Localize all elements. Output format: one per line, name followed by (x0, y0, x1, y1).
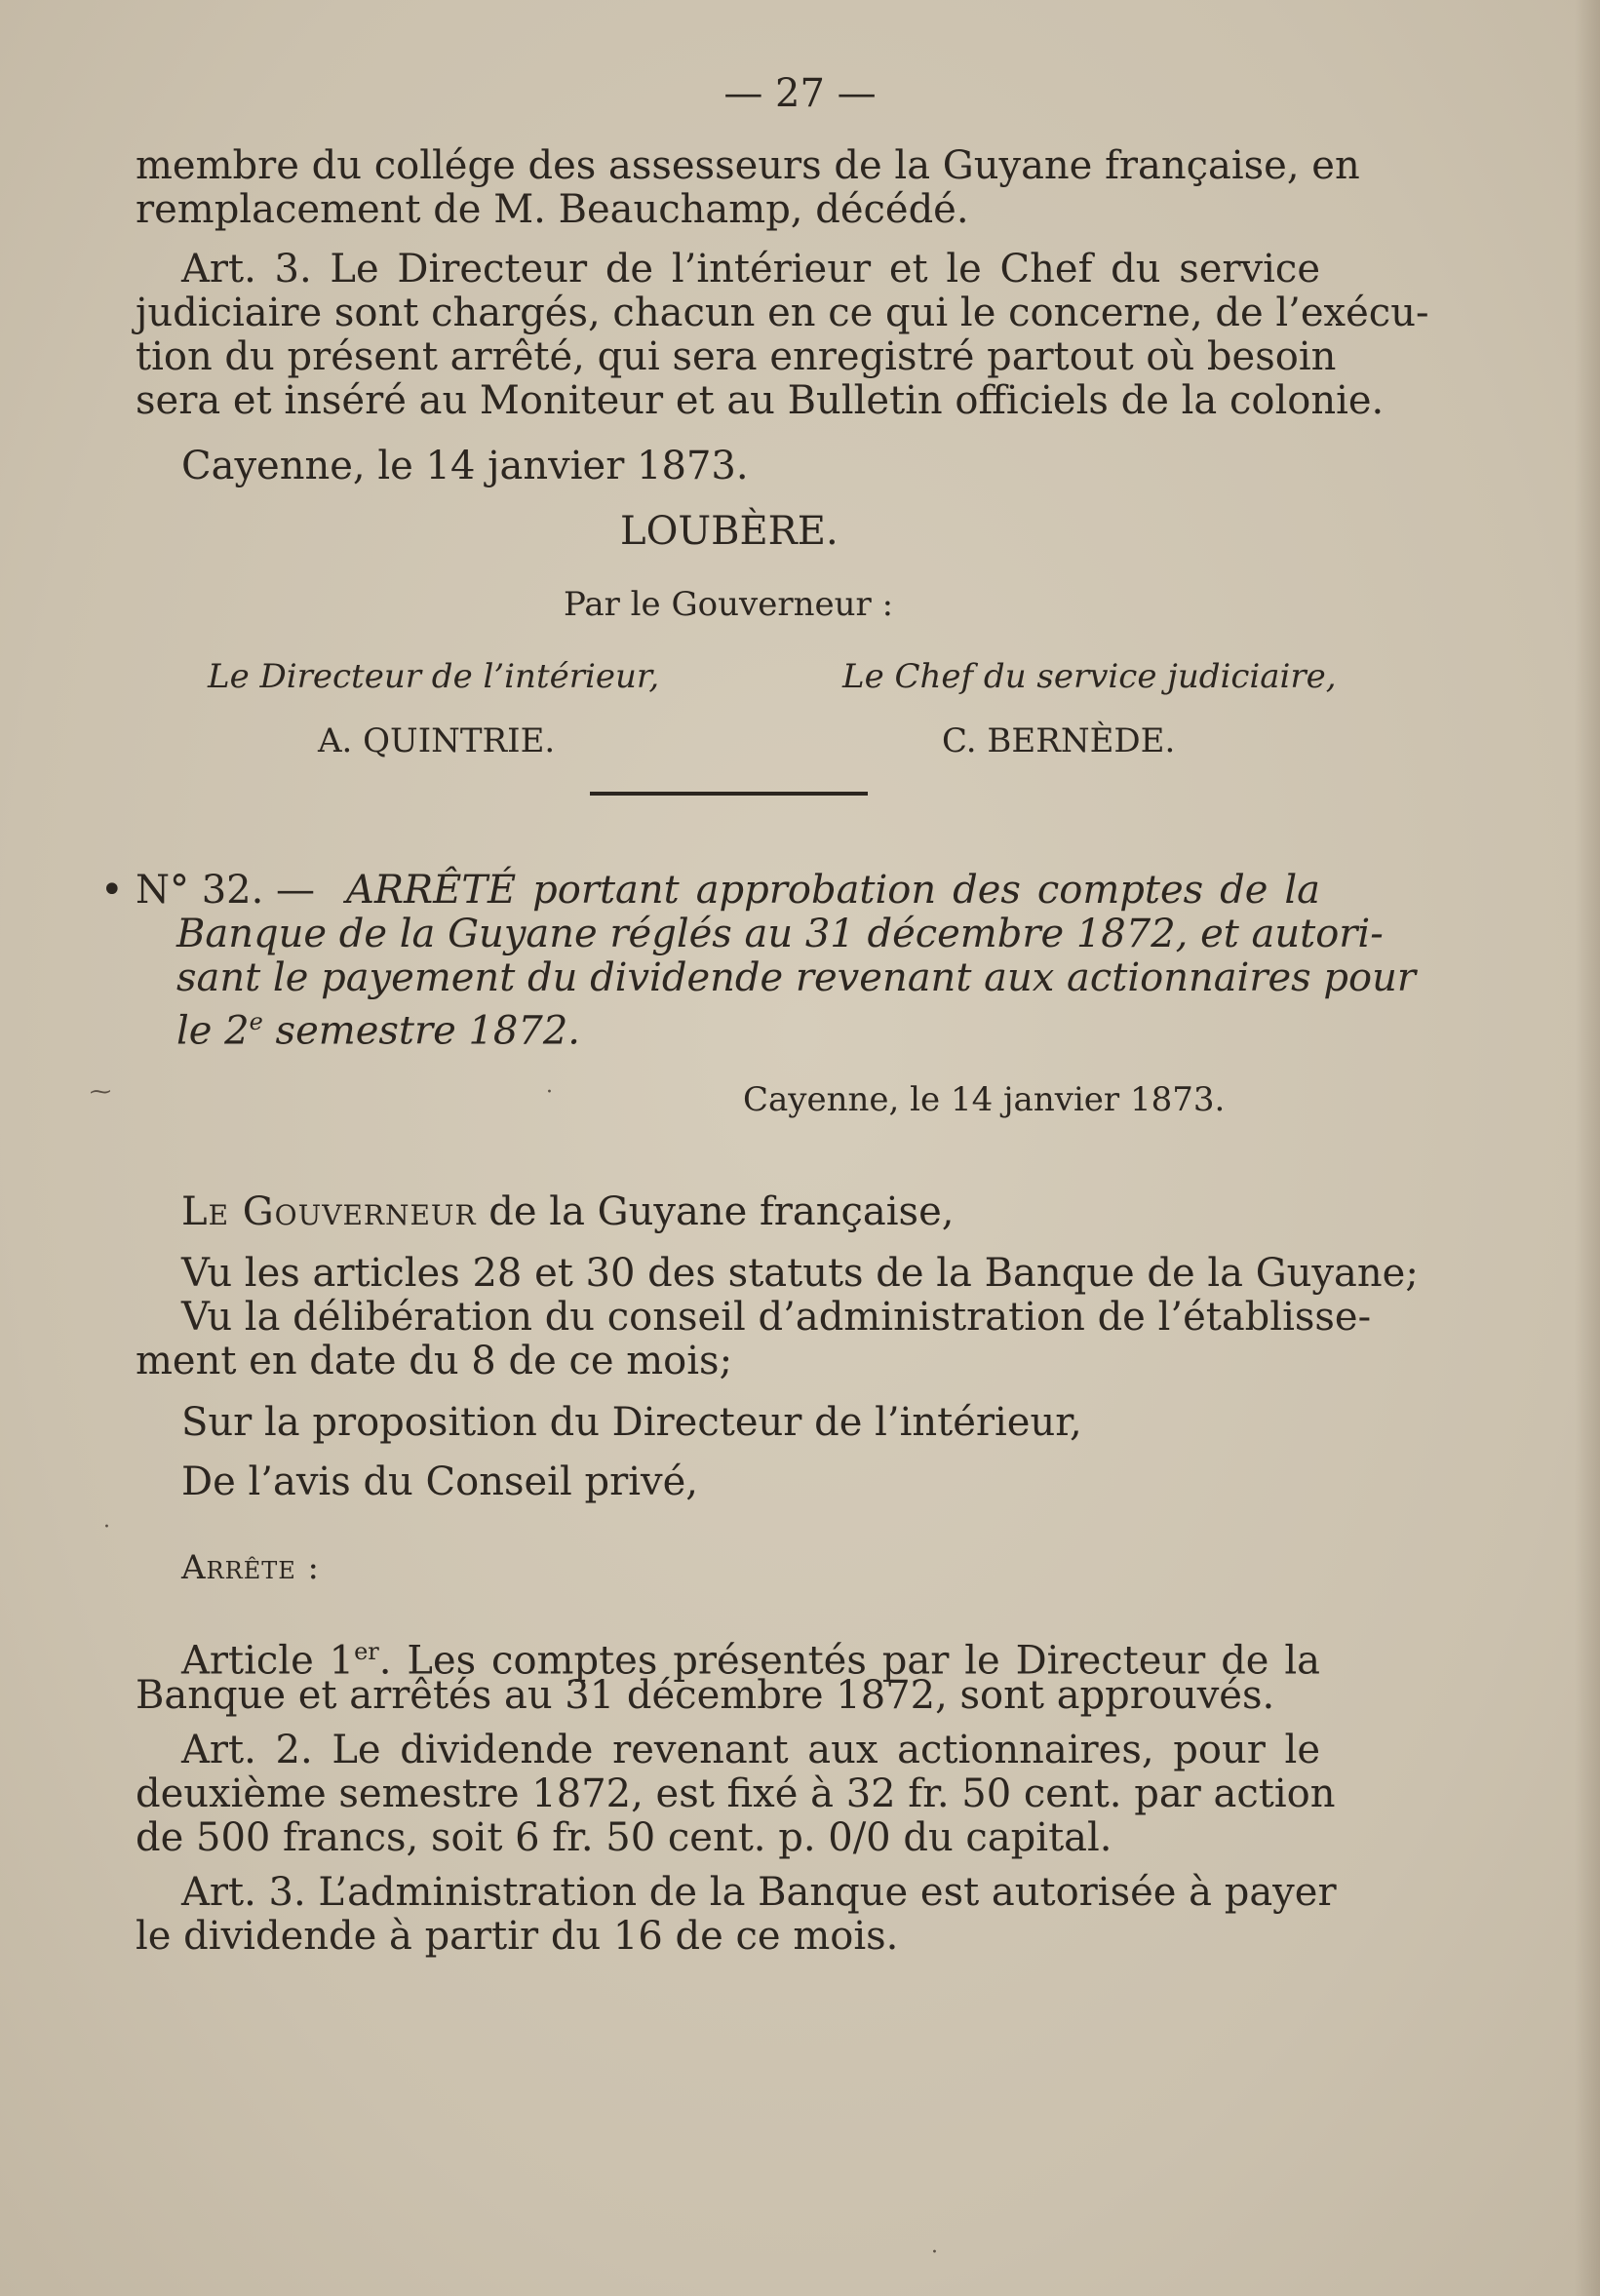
decree-title-line: Banque de la Guyane réglés au 31 décembre 1872, et autori- (176, 912, 1384, 956)
signatory-left-title: Le Directeur de l’intérieur, (208, 657, 660, 696)
article-line: Art. 2. Le dividende revenant aux actionnaires, pour le (181, 1728, 1320, 1772)
section-divider (590, 792, 868, 796)
paper-speck: · (103, 1515, 110, 1539)
text-line: judiciaire sont chargés, chacun en ce qui le concerne, de l’exécu- (136, 291, 1429, 335)
decree-title-line: ARRÊTÉ portant approbation des comptes de la (346, 868, 1320, 913)
article-line: de 500 francs, soit 6 fr. 50 cent. p. 0/0 du capital. (136, 1815, 1112, 1860)
article-line: Art. 3. L’administration de la Banque est autorisée à payer (181, 1870, 1337, 1915)
vu-line: Vu les articles 28 et 30 des statuts de la Banque de la Guyane; (181, 1251, 1419, 1296)
article-line: le dividende à partir du 16 de ce mois. (136, 1914, 899, 1959)
decree-number: N° 32. — (136, 868, 316, 913)
decree-title-line: sant le payement du dividende revenant aux actionnaires pour (176, 955, 1416, 1000)
page-number: — 27 — (723, 71, 877, 116)
article-line: Banque et arrêtés au 31 décembre 1872, sont approuvés. (136, 1673, 1275, 1718)
text-line: remplacement de M. Beauchamp, décédé. (136, 187, 969, 232)
article-line: Article 1er. Les comptes présentés par le Directeur de la (181, 1638, 1321, 1684)
sur-line: Sur la proposition du Directeur de l’intérieur, (181, 1400, 1082, 1445)
vu-line: ment en date du 8 de ce mois; (136, 1339, 733, 1383)
text-line: tion du présent arrêté, qui sera enregistré partout où besoin (136, 334, 1337, 379)
date-line: Cayenne, le 14 janvier 1873. (181, 444, 749, 488)
text-line: sera et inséré au Moniteur et au Bulletin officiels de la colonie. (136, 378, 1385, 423)
signatory-left-name: A. QUINTRIE. (318, 721, 556, 760)
signatory-right-title: Le Chef du service judiciaire, (842, 657, 1337, 696)
bullet-mark: • (100, 868, 124, 913)
preamble-governor: Le Gouverneur de la Guyane française, (181, 1189, 955, 1234)
paper-speck: ⁓ (90, 1080, 111, 1105)
text-line: membre du collége des assesseurs de la Guyane française, en (136, 143, 1360, 188)
par-le-gouverneur: Par le Gouverneur : (564, 585, 894, 624)
vu-line: Vu la délibération du conseil d’administration de l’établisse- (181, 1295, 1372, 1340)
date-line: Cayenne, le 14 janvier 1873. (743, 1080, 1226, 1119)
arrete-heading: Arrête : (181, 1548, 321, 1587)
paper-speck: · (546, 1080, 553, 1105)
decree-title-line: le 2e semestre 1872. (176, 1008, 580, 1054)
governor-signature: LOUBÈRE. (620, 509, 839, 554)
signatory-right-name: C. BERNÈDE. (942, 721, 1176, 760)
avis-line: De l’avis du Conseil privé, (181, 1459, 698, 1504)
text-line: Art. 3. Le Directeur de l’intérieur et le Chef du service (181, 247, 1320, 292)
paper-speck: · (931, 2240, 938, 2265)
article-line: deuxième semestre 1872, est fixé à 32 fr. 50 cent. par action (136, 1771, 1336, 1816)
